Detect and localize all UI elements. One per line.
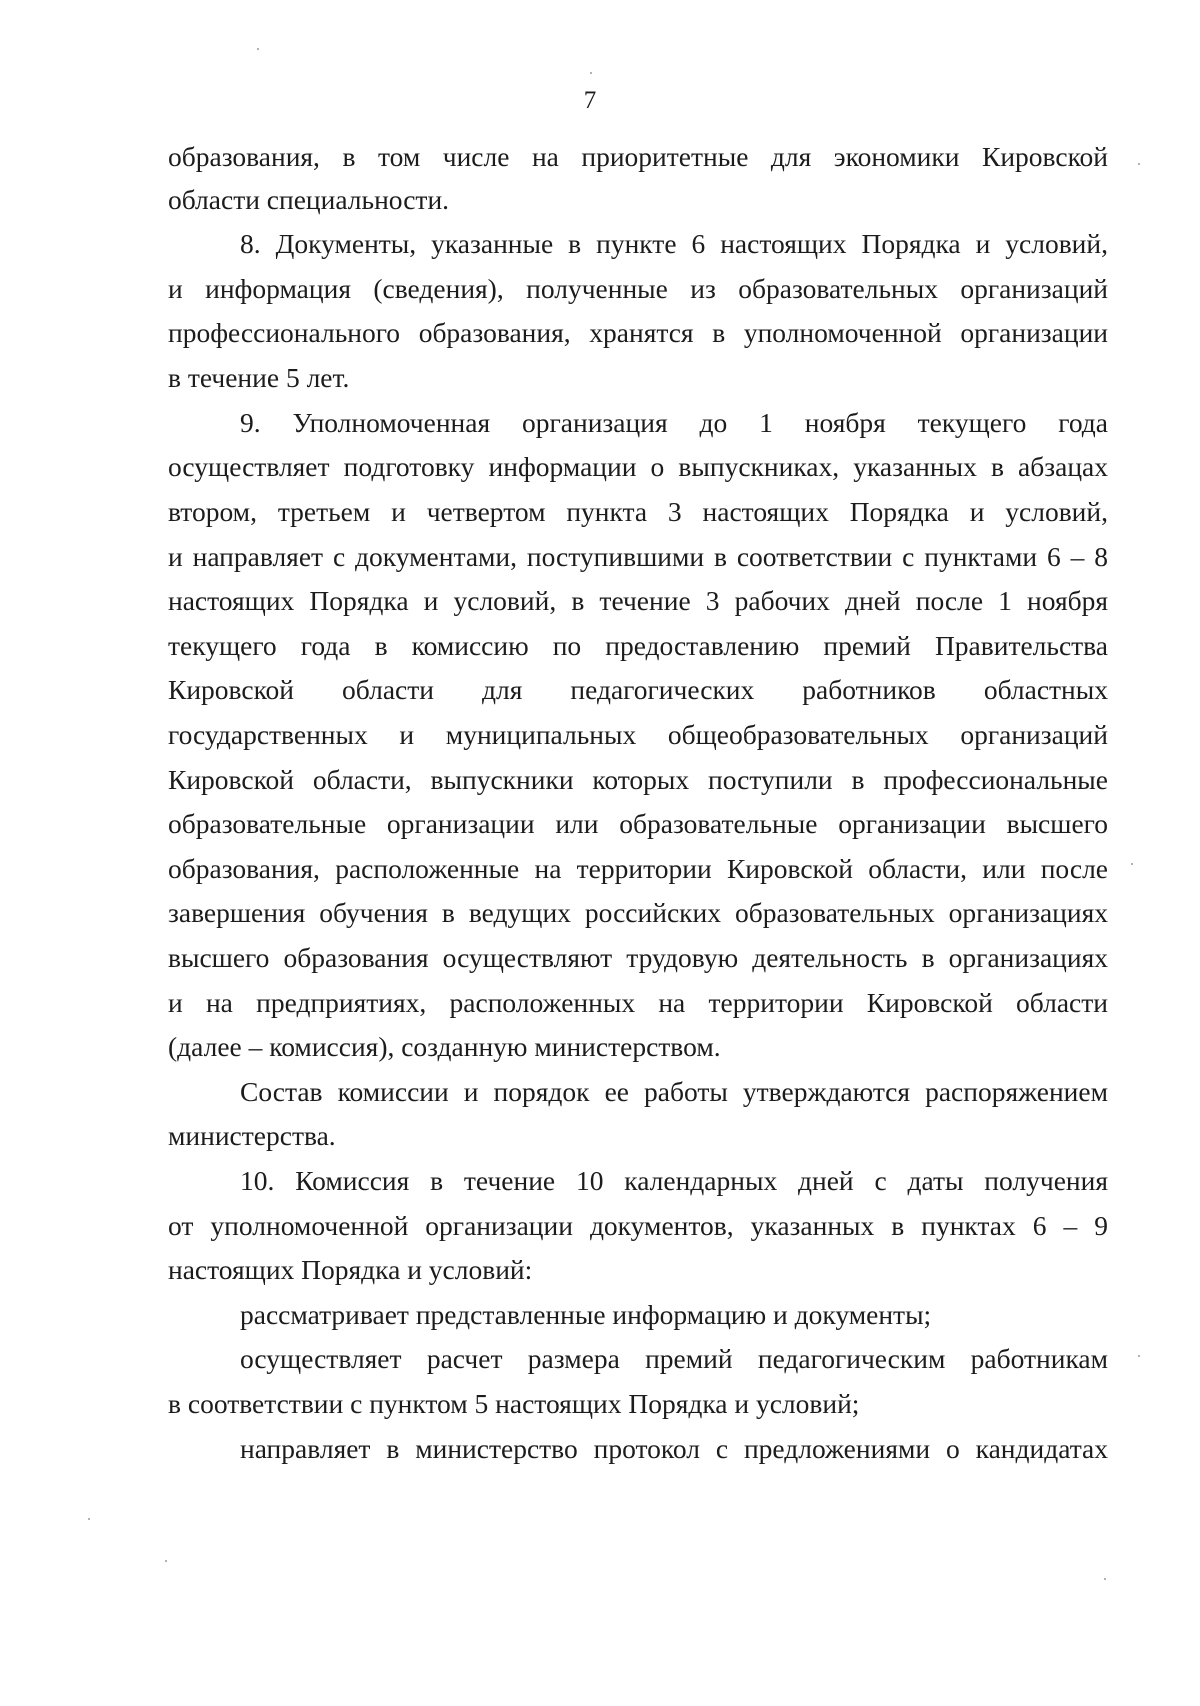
text-line: осуществляет расчет размера премий педагогическим работникам <box>240 1343 1108 1374</box>
text-line: осуществляет подготовку информации о выпускниках, указанных в абзацах <box>168 451 1108 482</box>
scan-speck <box>1138 163 1140 165</box>
text-line: и информация (сведения), полученные из образовательных организаций <box>168 273 1108 304</box>
text-line: (далее – комиссия), созданную министерством. <box>168 1031 721 1062</box>
text-line: от уполномоченной организации документов, указанных в пунктах 6 – 9 <box>168 1210 1108 1241</box>
scan-speck <box>1104 1578 1106 1580</box>
text-line: рассматривает представленные информацию и документы; <box>240 1299 932 1330</box>
scan-speck <box>590 72 592 74</box>
text-line: настоящих Порядка и условий: <box>168 1254 533 1285</box>
text-line: образования, в том числе на приоритетные для экономики Кировской <box>168 141 1108 172</box>
scan-speck <box>257 48 259 50</box>
text-line: 8. Документы, указанные в пункте 6 настоящих Порядка и условий, <box>240 228 1108 259</box>
text-line: государственных и муниципальных общеобразовательных организаций <box>168 719 1108 750</box>
text-line: в соответствии с пунктом 5 настоящих Порядка и условий; <box>168 1388 860 1419</box>
text-line: направляет в министерство протокол с предложениями о кандидатах <box>240 1433 1108 1464</box>
text-line: Кировской области, выпускники которых поступили в профессиональные <box>168 764 1108 795</box>
text-line: 9. Уполномоченная организация до 1 ноября текущего года <box>240 407 1108 438</box>
text-line: текущего года в комиссию по предоставлению премий Правительства <box>168 630 1108 661</box>
text-line: 10. Комиссия в течение 10 календарных дней с даты получения <box>240 1165 1108 1196</box>
text-line: завершения обучения в ведущих российских образовательных организациях <box>168 897 1108 928</box>
scan-speck <box>1131 863 1133 865</box>
scan-speck <box>88 1518 90 1520</box>
text-line: области специальности. <box>168 184 450 215</box>
text-line: профессионального образования, хранятся в уполномоченной организации <box>168 317 1108 348</box>
text-line: Состав комиссии и порядок ее работы утверждаются распоряжением <box>240 1076 1108 1107</box>
scan-speck <box>165 1560 167 1562</box>
text-line: в течение 5 лет. <box>168 362 350 393</box>
text-line: втором, третьем и четвертом пункта 3 настоящих Порядка и условий, <box>168 496 1108 527</box>
text-line: образования, расположенные на территории Кировской области, или после <box>168 853 1108 884</box>
text-line: министерства. <box>168 1120 336 1151</box>
text-line: и направляет с документами, поступившими в соответствии с пунктами 6 – 8 <box>168 541 1108 572</box>
text-line: высшего образования осуществляют трудовую деятельность в организациях <box>168 942 1108 973</box>
text-line: настоящих Порядка и условий, в течение 3 рабочих дней после 1 ноября <box>168 585 1108 616</box>
text-line: образовательные организации или образовательные организации высшего <box>168 808 1108 839</box>
page-number: 7 <box>583 87 597 114</box>
text-line: и на предприятиях, расположенных на территории Кировской области <box>168 987 1108 1018</box>
text-line: Кировской области для педагогических работников областных <box>168 674 1108 705</box>
scan-speck <box>1138 1355 1140 1357</box>
